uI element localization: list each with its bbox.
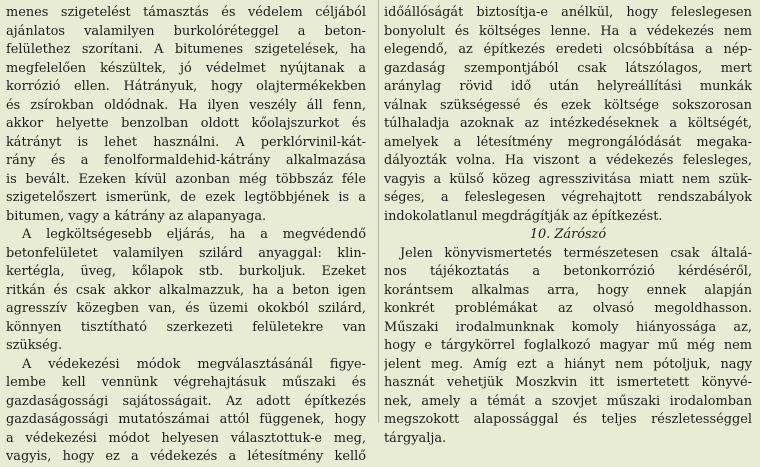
text-line: agresszív közegben van, és üzemi okokból szilárd, [6,301,366,316]
text-line: vagyis a külső közeg agresszivitása miatt nem szük- [384,171,752,187]
text-line: bonyolult és költséges lenne. Ha a védekezés nem [384,23,752,39]
text-line: is bevált. Ezeken kívül azonban még többszáz féle [6,171,366,187]
text-line: ritkán és csak akkor alkalmazzuk, ha a beton igen [6,282,366,298]
text-line: lembe kell vennünk végrehajtásuk műszaki és [6,375,366,390]
text-line: kátrányt is lehet használni. A perklórvinil-kát- [6,134,366,150]
text-line: indokolatlanul megdrágítják az építkezést. [384,208,663,224]
text-line: és zsírokban oldódnak. Ha ilyen veszély áll fenn, [6,97,366,113]
text-line: betonfelületet valamilyen szilárd anyaggal: klin- [6,245,366,261]
text-line: korántsem alkalmas arra, hogy ennek alapján [384,282,752,298]
text-line: amelyek a létesítmény megrongálódását megaka- [384,134,752,150]
text-line: hasznát vehetjük Moszkvin itt ismertetett könyvé- [384,375,752,390]
text-line: gazdaság szempontjából csak látszólagos, mert [384,60,752,76]
text-line: dályozták volna. Ha viszont a védekezés felesleges, [384,153,752,168]
text-line: korrózió ellen. Hátrányuk, hogy olajtermékekben [6,79,366,94]
text-line: túlhaladja azoknak az intézkedéseknek a költségét, [384,116,752,131]
text-line: aránylag rövid idő után helyreállítási munkák [384,79,752,94]
text-line: nek, amely a témát a szovjet műszaki irodalomban [384,393,752,409]
text-line: elegendő, az építkezés eredeti olcsóbbítása a nép- [384,42,752,57]
text-line: menes szigetelést támasztás és védelem céljából [6,5,366,20]
text-line: szigetelőszert ismerünk, de ezek legtöbbjének is a [6,190,366,205]
text-line: a védekezési módot helyesen választottuk-e meg, [6,430,366,446]
text-line: nos tájékoztatás a betonkorrózió kérdéséről, [384,264,752,279]
text-line: könnyen tisztítható szerkezeti felületekre van [6,319,366,335]
text-line: A legköltségesebb eljárás, ha a megvédendő [22,227,366,242]
text-line: rány és a fenolformaldehid-kátrány alkalmazása [6,153,366,168]
text-line: tárgyalja. [384,430,447,446]
text-line: vagyis, hogy ez a védekezés a létesítmény kellő [6,449,366,464]
section-heading: 10. Zárószó [529,227,607,242]
text-line: szükség. [6,338,63,353]
text-line: gazdaságossági sajátosságait. Az adott építkezés [6,393,366,409]
text-column-left [0,0,374,464]
text-line: megszokott alapossággal és teljes részletességgel [384,412,752,427]
text-line: gazdaságossági mutatószámai attól függenek, hogy [6,412,366,427]
text-line: séges, a feleslegesen végrehajtott rendszabályok [384,190,752,205]
text-line: Jelen könyvismertetés természetesen csak általá- [400,245,752,261]
text-column-right [374,0,760,446]
text-line: konkrét problémákat az olvasó megoldhasson. [384,301,752,316]
text-line: megfelelően készültek, jó védelmet nyújtanak a [6,60,366,76]
text-line: ajánlatos valamilyen burkolóréteggel a beton- [6,23,366,39]
text-line: jelent meg. Amíg ezt a hiányt nem pótoljuk, nagy [384,356,752,372]
text-line: időállóságát biztosítja-e anélkül, hogy feleslegesen [384,5,752,20]
text-line: felülethez szorítani. A bitumenes szigetelések, ha [6,42,366,57]
text-line: A védekezési módok megválasztásánál figye- [22,356,366,372]
text-line: kertégla, üveg, kőlapok stb. burkoljuk. Ezeket [6,264,366,279]
text-line: Műszaki irodalmunknak komoly hiányossága az, [384,319,752,335]
text-line: akkor helyette benzolban oldott kőolajszurkot és [6,116,366,131]
text-line: válnak szükségessé és ezek költsége sokszorosan [384,97,752,113]
text-line: bitumen, vagy a kátrány az alapanyaga. [6,208,267,224]
text-line: hogy e tárgykörrel foglalkozó magyar mű még nem [384,338,752,353]
